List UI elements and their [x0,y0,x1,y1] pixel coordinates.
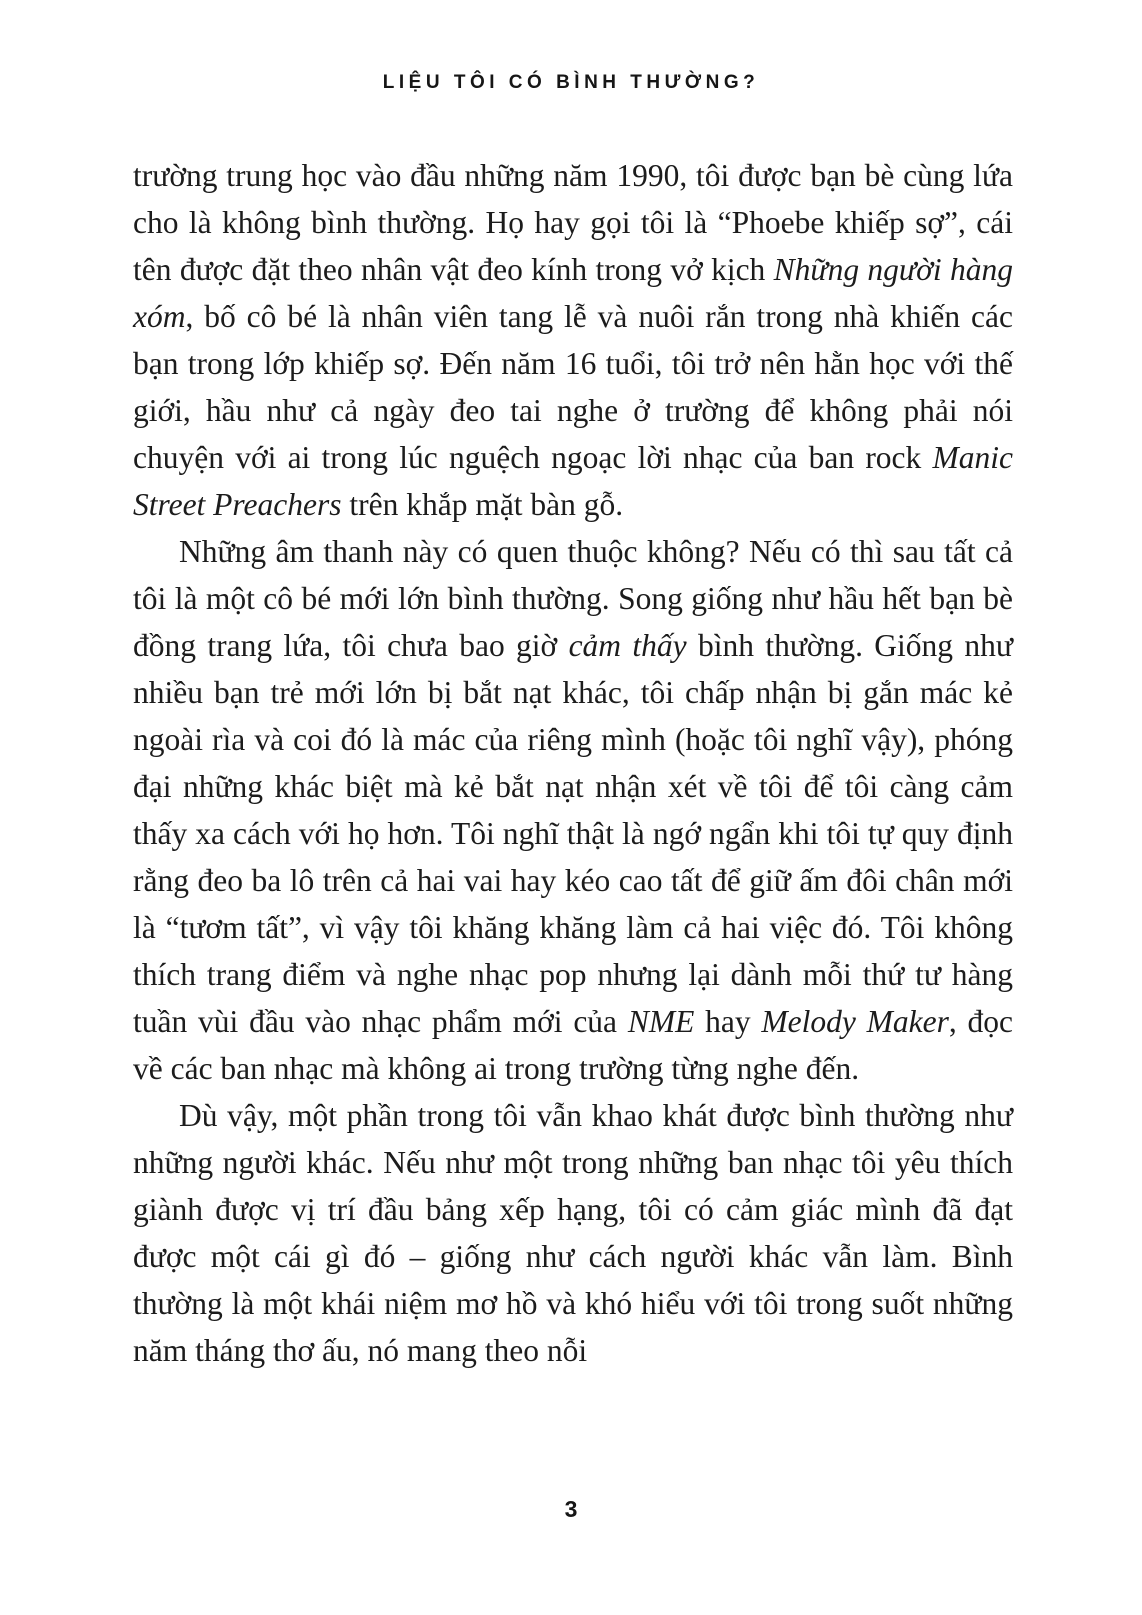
paragraph [133,152,1013,528]
text-run: Những âm thanh này có quen thuộc không? Nếu có thì sau tất cả tôi là một cô bé mới lớn bình thường. Song giống như hầu hết bạn bè đồng trang lứa, tôi chưa bao giờ [133,534,1013,663]
italic-text-run: Những người hàng xóm [133,252,1013,334]
paragraph [133,528,1013,1092]
italic-text-run: Manic Street Preachers [133,440,1013,522]
text-run: bình thường. Giống như nhiều bạn trẻ mới lớn bị bắt nạt khác, tôi chấp nhận bị gắn mác kẻ ngoài rìa và coi đó là mác của riêng mình (hoặc tôi nghĩ vậy), phóng đại những khác biệt mà kẻ bắt nạt nhận xét về tôi để tôi càng cảm thấy xa cách với họ hơn. Tôi nghĩ thật là ngớ ngẩn khi tôi tự quy định rằng đeo ba lô trên cả hai vai hay kéo cao tất để giữ ấm đôi chân mới là “tươm tất”, vì vậy tôi khăng khăng làm cả hai việc đó. Tôi không thích trang điểm và nghe nhạc pop nhưng lại dành mỗi thứ tư hàng tuần vùi đầu vào nhạc phẩm mới của [133,628,1013,1039]
italic-text-run: Melody Maker [761,1004,949,1039]
paragraph [133,1092,1013,1374]
text-run: trường trung học vào đầu những năm 1990, tôi được bạn bè cùng lứa cho là không bình thường. Họ hay gọi tôi là “Phoebe khiếp sợ”, cái tên được đặt theo nhân vật đeo kính trong vở kịch [133,158,1013,287]
italic-text-run: cảm thấy [568,628,687,663]
text-run: hay [694,1004,762,1039]
text-block [133,152,1013,1374]
text-run: , bố cô bé là nhân viên tang lễ và nuôi rắn trong nhà khiến các bạn trong lớp khiếp sợ. Đến năm 16 tuổi, tôi trở nên hằn học với thế giới, hầu như cả ngày đeo tai nghe ở trường để không phải nói chuyện với ai trong lúc nguệch ngoạc lời nhạc của ban rock [133,299,1013,475]
italic-text-run: NME [627,1004,695,1039]
text-run: trên khắp mặt bàn gỗ. [341,487,624,522]
running-header: LIỆU TÔI CÓ BÌNH THƯỜNG? [382,72,760,93]
text-run: , đọc về các ban nhạc mà không ai trong trường từng nghe đến. [133,1004,1014,1086]
text-run: Dù vậy, một phần trong tôi vẫn khao khát được bình thường như những người khác. Nếu như một trong những ban nhạc tôi yêu thích giành được vị trí đầu bảng xếp hạng, tôi có cảm giác mình đã đạt được một cái gì đó – giống như cách người khác vẫn làm. Bình thường là một khái niệm mơ hồ và khó hiểu với tôi trong suốt những năm tháng thơ ấu, nó mang theo nỗi [133,1098,1013,1368]
page-number: 3 [564,1496,578,1522]
